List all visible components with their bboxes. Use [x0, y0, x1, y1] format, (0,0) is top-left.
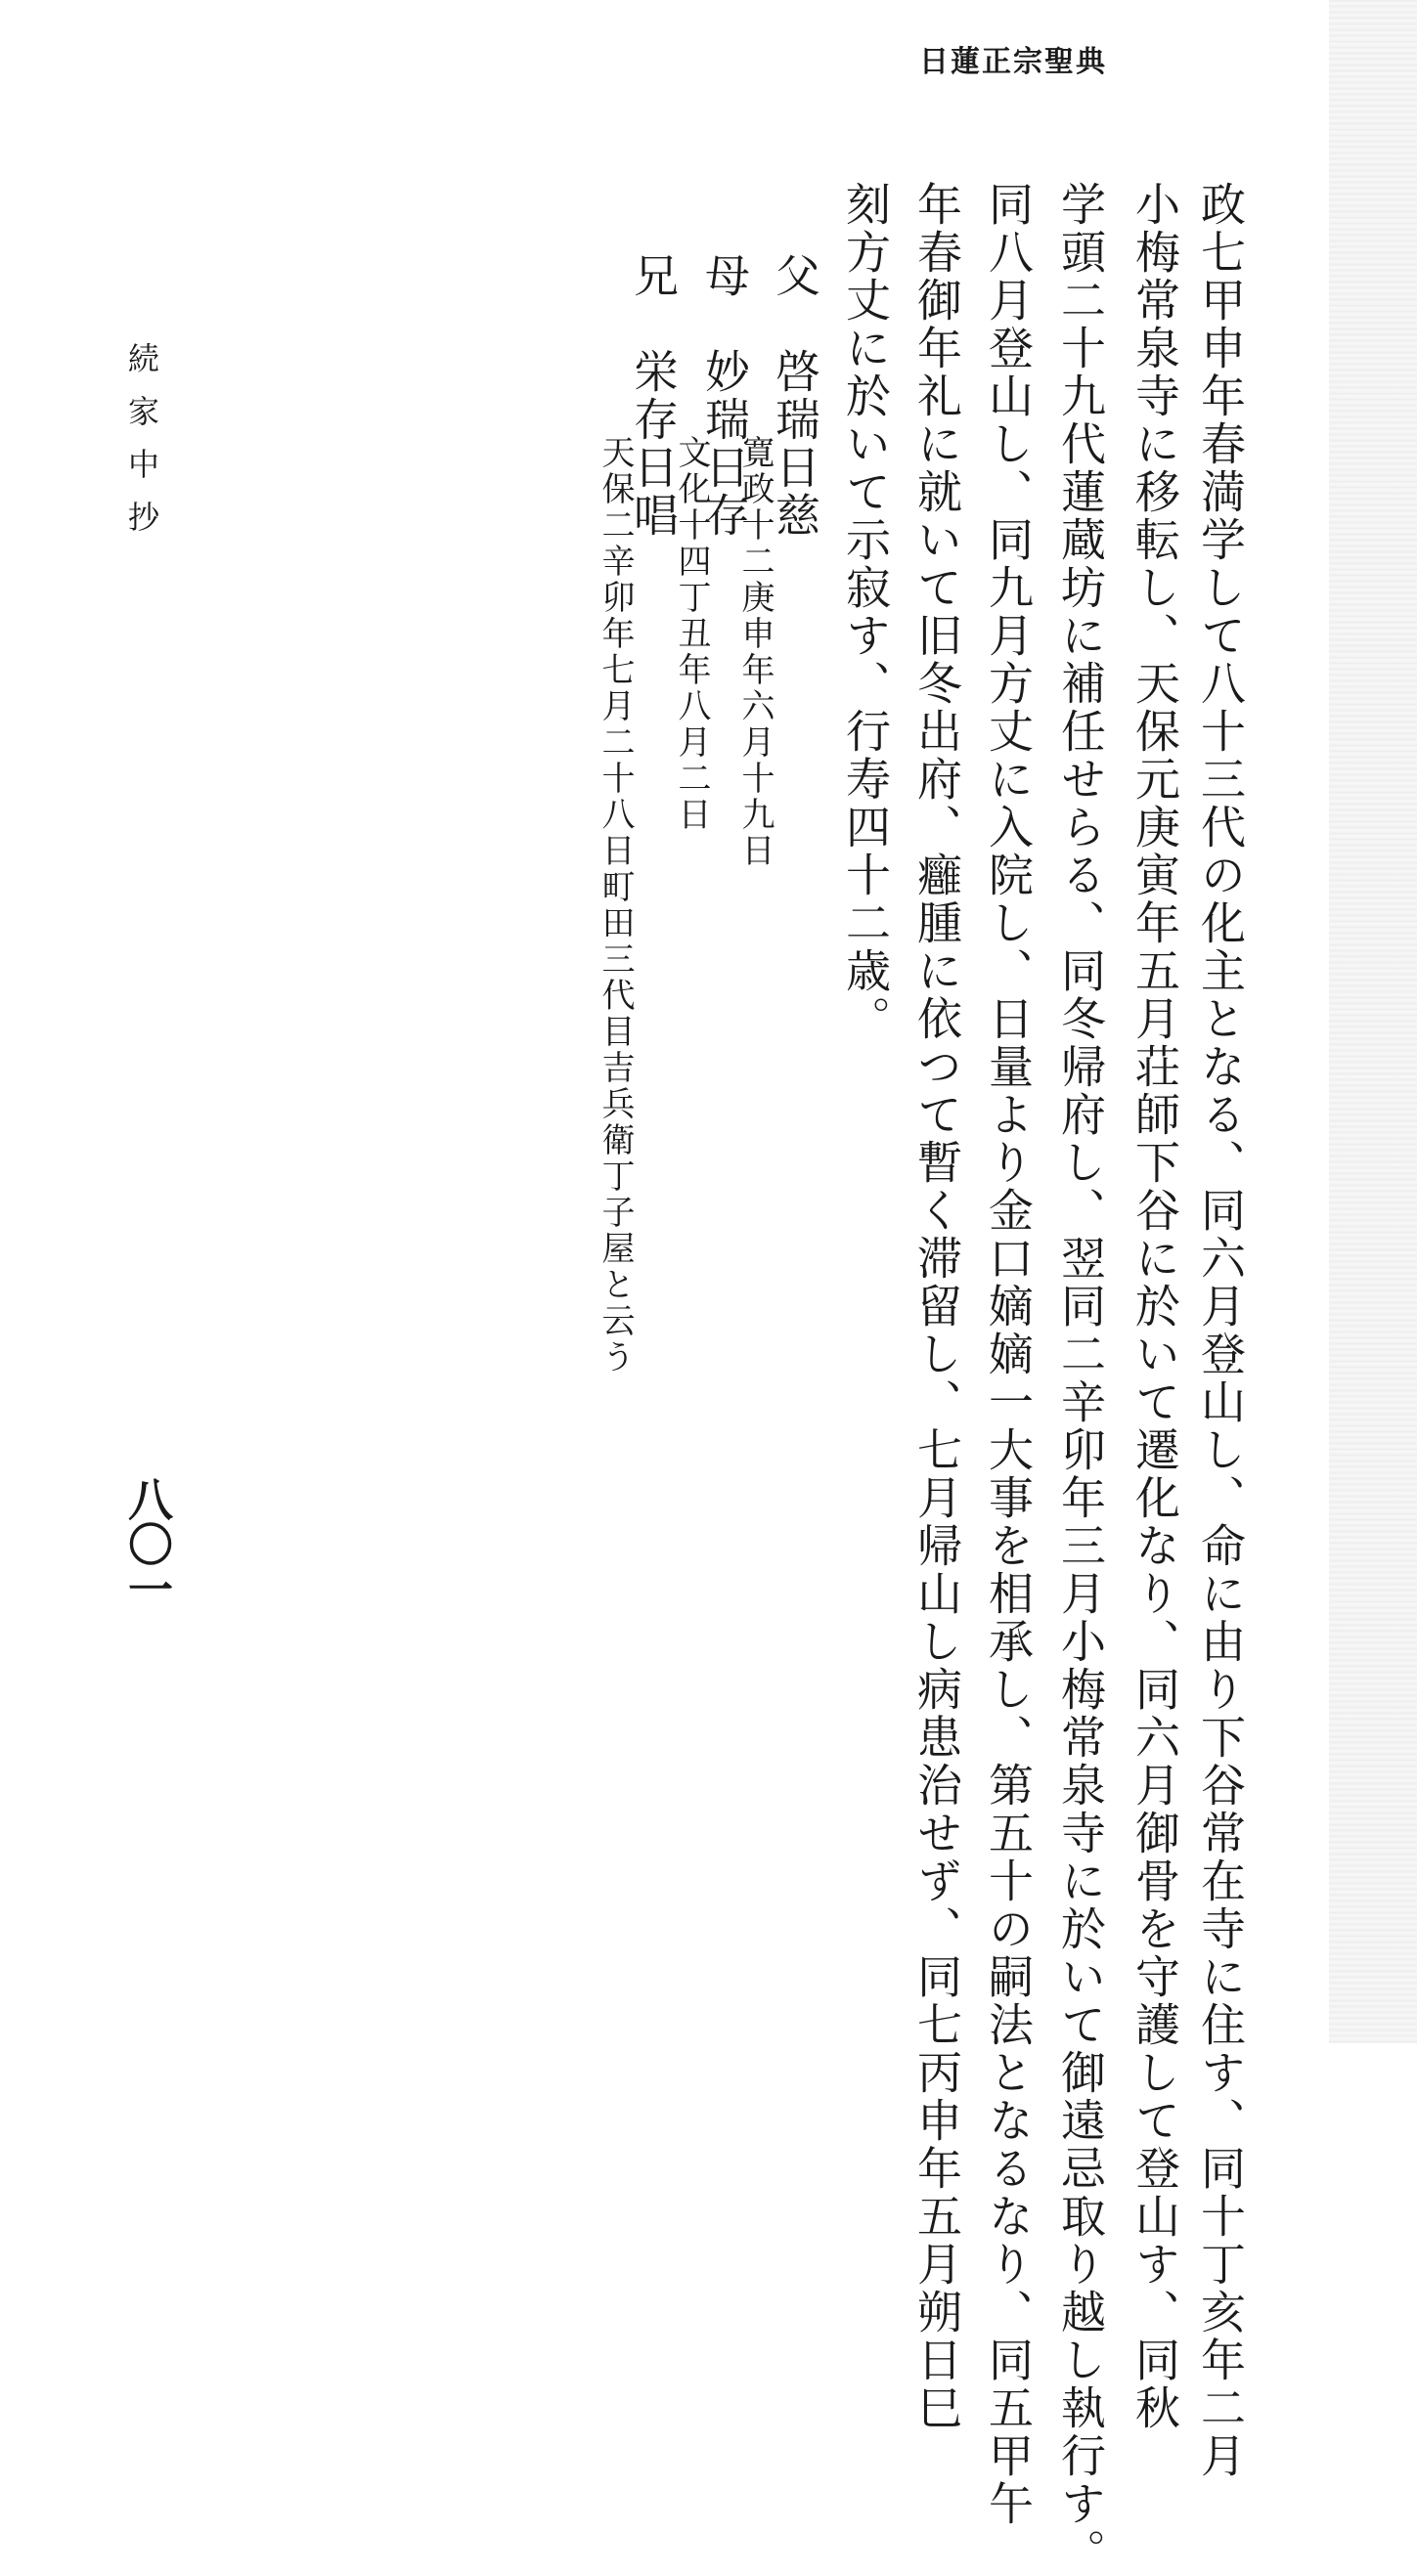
- header-title: 日蓮正宗聖典: [919, 45, 1107, 79]
- family-name: 妙瑞日存: [698, 348, 751, 540]
- text-column-2: 小梅常泉寺に移転し、天保元庚寅年五月荘師下谷に於いて遷化なり、同六月御骨を守護して登山す、同秋: [1129, 181, 1181, 2432]
- text-column-3: 学頭二十九代蓮蔵坊に補任せらる、同冬帰府し、翌同二辛卯年三月小梅常泉寺に於いて御遠忌取り越し執行す。: [1054, 181, 1107, 2576]
- family-father-note: 寛政十二庚申年六月十九日: [735, 435, 775, 869]
- family-father: [769, 252, 821, 540]
- family-label: 母: [698, 252, 751, 300]
- family-mother-note: 文化十四丁丑年八月二日: [672, 435, 711, 833]
- text-column-6: 刻方丈に於いて示寂す、行寿四十二歳。: [839, 181, 892, 1043]
- page-edge-shadow: [1329, 0, 1417, 2043]
- page-number: 八〇一: [121, 1476, 174, 1611]
- family-label: 父: [769, 252, 821, 300]
- family-brother-note: 天保二辛卯年七月二十八日町田三代目吉兵衛丁子屋と云う: [596, 435, 635, 1375]
- text-column-1: 政七甲申年春満学して八十三代の化主となる、同六月登山し、命に由り下谷常在寺に住す、同十丁亥年二月: [1194, 181, 1247, 2480]
- text-column-5: 年春御年礼に就いて旧冬出府、癰腫に依つて暫く滞留し、七月帰山し病患治せず、同七丙申年五月朔日巳: [910, 181, 963, 2432]
- text-column-4: 同八月登山し、同九月方丈に入院し、日量より金口嫡嫡一大事を相承し、第五十の嗣法となるなり、同五甲午: [982, 181, 1035, 2528]
- family-name: 栄存日唱: [627, 348, 680, 540]
- family-brother: [627, 252, 680, 540]
- side-title: 続家中抄: [123, 342, 160, 553]
- family-label: 兄: [627, 252, 680, 300]
- family-name: 啓瑞日慈: [769, 348, 821, 540]
